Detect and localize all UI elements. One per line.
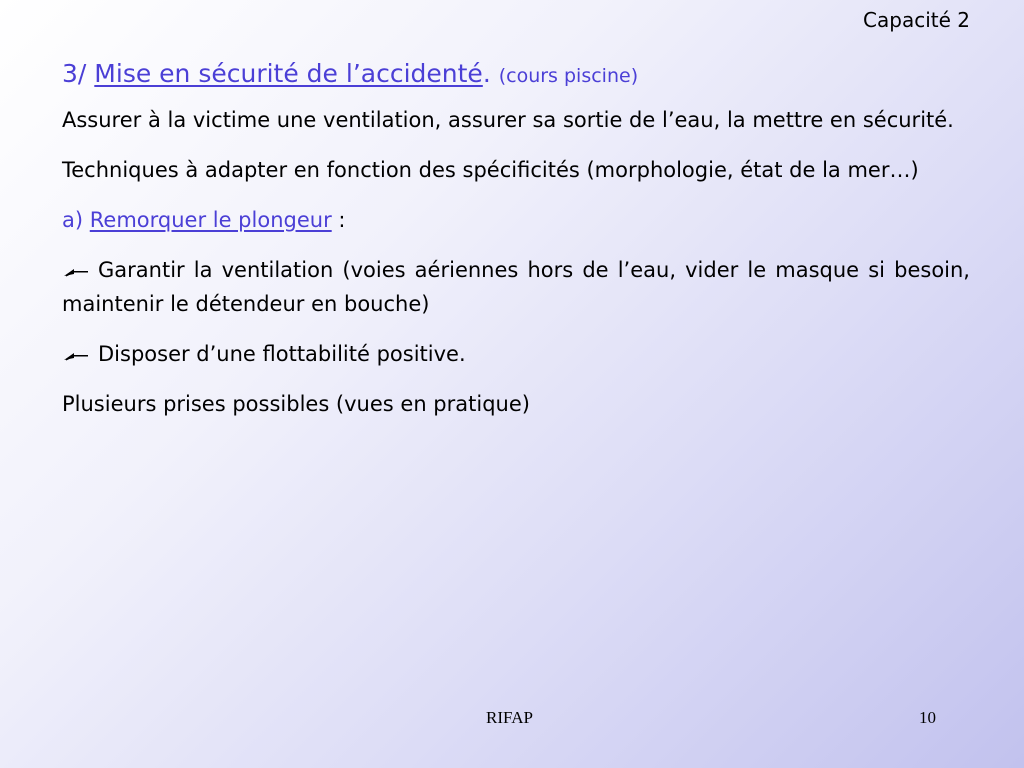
page-number: 10 [919, 708, 936, 727]
bullet-item-2 [62, 337, 970, 371]
slide-label: Capacité 2 [863, 8, 970, 32]
arrow-bullet-icon [62, 264, 92, 278]
bullet-item-1 [62, 253, 970, 321]
subsection-prefix: a) [62, 207, 84, 232]
bullet-text-2: Disposer d’une flottabilité positive. [98, 341, 466, 366]
paragraph-2: Techniques à adapter en fonction des spécificités (morphologie, état de la mer…) [62, 157, 919, 182]
subsection-link[interactable]: Remorquer le plongeur [89, 207, 332, 232]
arrow-bullet-icon [62, 348, 92, 362]
paragraph-1: Assurer à la victime une ventilation, assurer sa sortie de l’eau, la mettre en sécurité. [62, 107, 954, 132]
subsection-heading [62, 203, 970, 237]
title-number: 3/ [62, 59, 87, 88]
title-main: Mise en sécurité de l’accidenté [94, 59, 483, 88]
closing-paragraph: Plusieurs prises possibles (vues en pratique) [62, 391, 530, 416]
title-sub: (cours piscine) [498, 65, 639, 87]
subsection-colon: : [338, 207, 346, 232]
slide-title [62, 58, 970, 91]
slide-content [62, 58, 970, 437]
bullet-text-1: Garantir la ventilation (voies aériennes hors de l’eau, vider le masque si besoin, maintenir le détendeur en bouche) [62, 257, 970, 316]
footer-title: RIFAP [486, 708, 533, 727]
title-period: . [482, 59, 491, 88]
